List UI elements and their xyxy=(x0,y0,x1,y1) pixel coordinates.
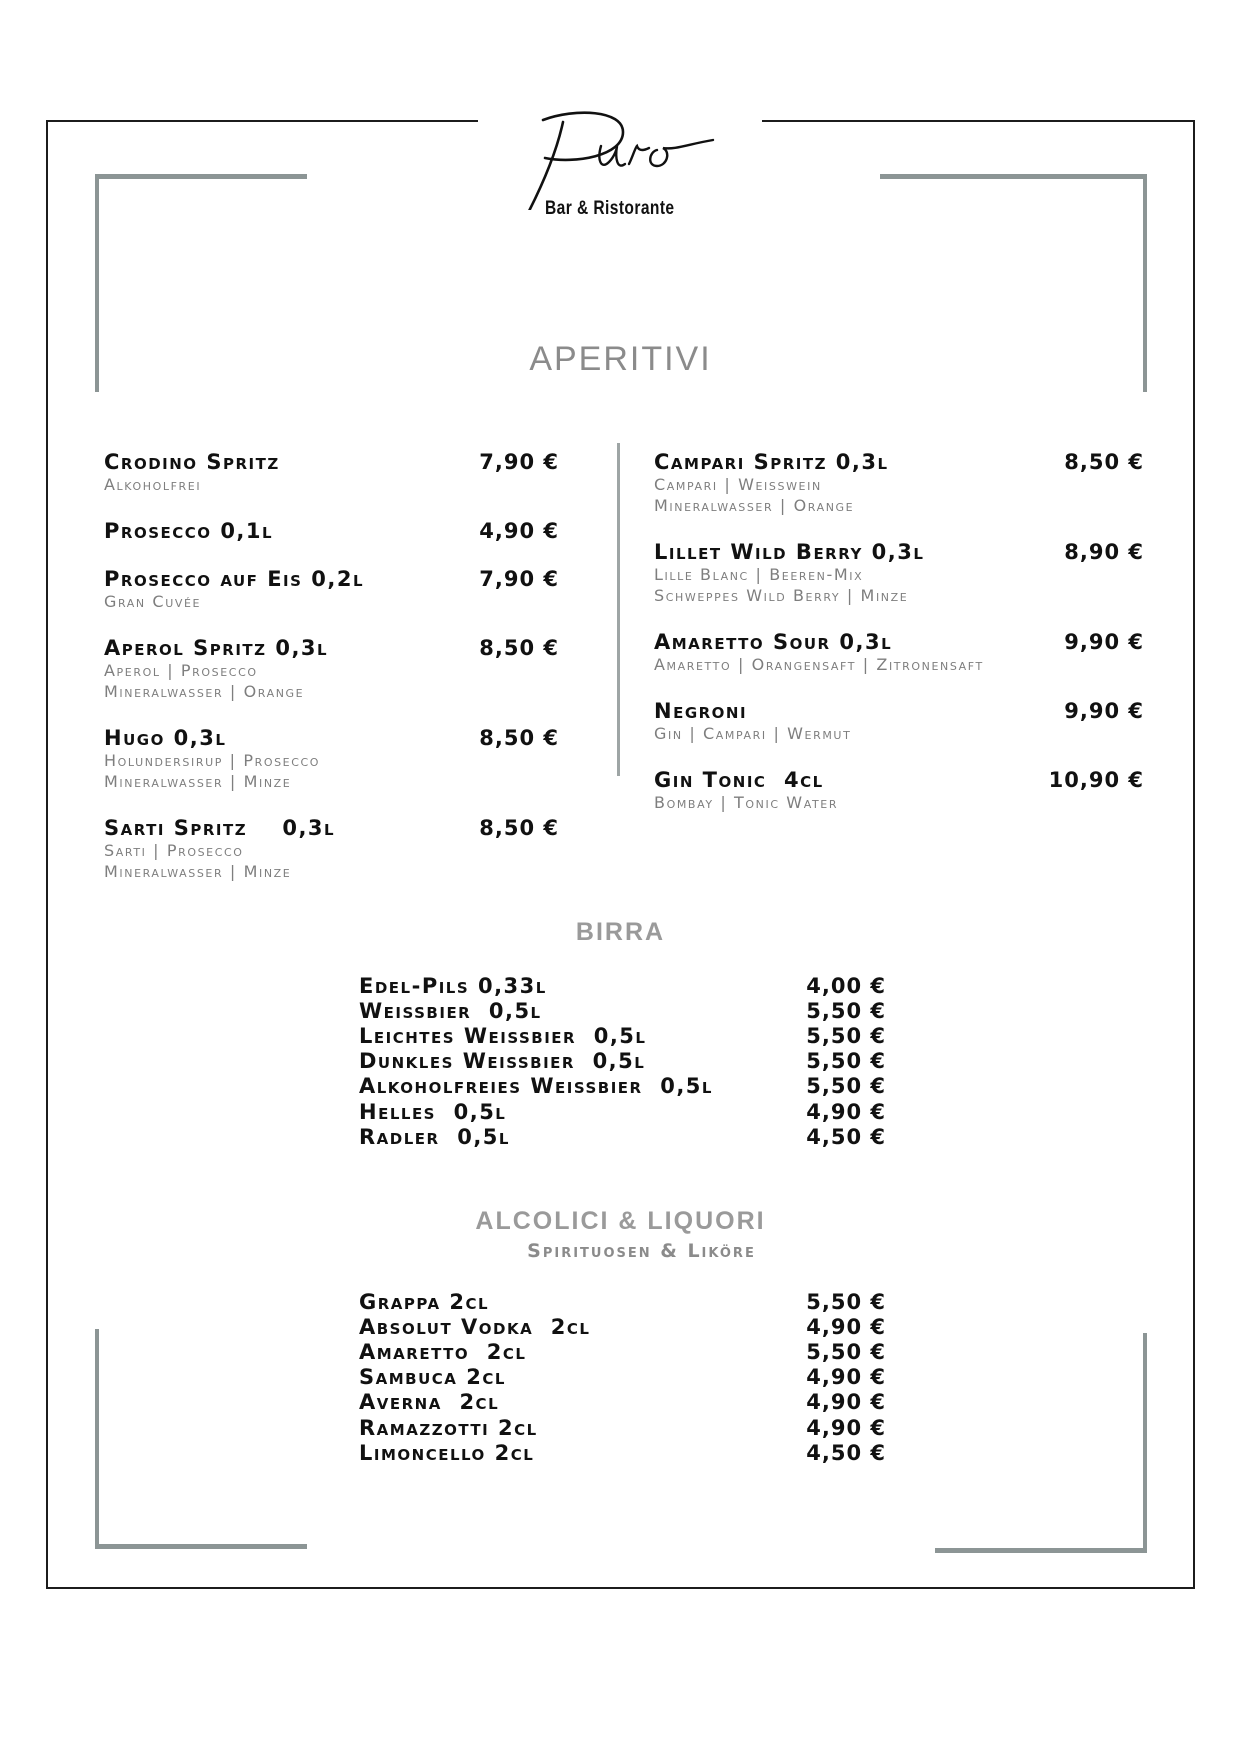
price-list-row xyxy=(359,1049,886,1074)
menu-item-header xyxy=(104,636,559,660)
price-list-item-name: Averna 2cl xyxy=(359,1390,500,1415)
price-list-item-price: 5,50 € xyxy=(806,1339,886,1364)
aperitivi-right-column xyxy=(654,450,1144,837)
menu-item-description: Lille Blanc | Beeren-Mix xyxy=(654,565,864,584)
menu-item-description: Mineralwasser | Minze xyxy=(104,862,292,881)
price-list-item-name: Weissbier 0,5l xyxy=(359,998,542,1023)
menu-item xyxy=(104,450,559,495)
price-list-row xyxy=(359,1289,886,1314)
price-list-item-price: 4,50 € xyxy=(806,1124,886,1149)
menu-item-header xyxy=(654,768,1144,792)
menu-item-name: Negroni xyxy=(654,699,748,723)
price-list-item-price: 4,90 € xyxy=(806,1099,886,1124)
menu-item-name: Lillet Wild Berry 0,3l xyxy=(654,540,925,564)
price-list-item-name: Helles 0,5l xyxy=(359,1099,507,1124)
section-subtitle-alcolici: Spirituosen & Liköre xyxy=(527,1240,756,1262)
menu-item xyxy=(654,768,1144,813)
price-list-item-name: Ramazzotti 2cl xyxy=(359,1415,538,1440)
menu-item-header xyxy=(654,540,1144,564)
menu-item-name: Crodino Spritz xyxy=(104,450,280,474)
price-list-item-price: 4,90 € xyxy=(806,1415,886,1440)
corner-ornament-bottom-right xyxy=(935,1333,1147,1553)
price-list-item-name: Amaretto 2cl xyxy=(359,1339,527,1364)
menu-item-description: Holundersirup | Prosecco xyxy=(104,751,321,770)
menu-item-header xyxy=(654,630,1144,654)
menu-item-description: Mineralwasser | Minze xyxy=(104,772,292,791)
menu-item-header xyxy=(104,567,559,591)
menu-item-price: 8,50 € xyxy=(479,636,559,660)
price-list-item-name: Leichtes Weissbier 0,5l xyxy=(359,1023,647,1048)
price-list-row xyxy=(359,1415,886,1440)
menu-item-header xyxy=(104,816,559,840)
menu-item-name: Prosecco auf Eis 0,2l xyxy=(104,567,365,591)
price-list-item-price: 4,00 € xyxy=(806,973,886,998)
menu-item-header xyxy=(654,450,1144,474)
price-list-row xyxy=(359,1099,886,1124)
price-list-item-price: 4,50 € xyxy=(806,1440,886,1465)
menu-item xyxy=(654,630,1144,675)
menu-item xyxy=(104,567,559,612)
menu-item-header xyxy=(104,450,559,474)
price-list-item-price: 5,50 € xyxy=(806,998,886,1023)
menu-item-name: Gin Tonic 4cl xyxy=(654,768,824,792)
column-divider xyxy=(617,443,620,776)
price-list-row xyxy=(359,1390,886,1415)
price-list-row xyxy=(359,998,886,1023)
section-title-aperitivi: APERITIVI xyxy=(529,340,712,378)
price-list-item-price: 4,90 € xyxy=(806,1314,886,1339)
menu-item-name: Hugo 0,3l xyxy=(104,726,227,750)
menu-item-header xyxy=(104,726,559,750)
corner-ornament-bottom-left xyxy=(95,1329,307,1549)
price-list-item-price: 5,50 € xyxy=(806,1074,886,1099)
price-list-item-name: Edel-Pils 0,33l xyxy=(359,973,547,998)
menu-item-description: Mineralwasser | Orange xyxy=(104,682,305,701)
menu-item xyxy=(654,540,1144,606)
logo-subtitle: Bar & Ristorante xyxy=(545,198,675,219)
price-list-item-price: 4,90 € xyxy=(806,1365,886,1390)
menu-item-description: Mineralwasser | Orange xyxy=(654,496,855,515)
menu-item-description: Sarti | Prosecco xyxy=(104,841,244,860)
menu-item-price: 9,90 € xyxy=(1064,699,1144,723)
menu-item-price: 7,90 € xyxy=(479,450,559,474)
menu-item-description: Gran Cuvée xyxy=(104,592,202,611)
menu-item xyxy=(654,450,1144,516)
menu-item-description: Gin | Campari | Wermut xyxy=(654,724,852,743)
price-list-row xyxy=(359,1339,886,1364)
price-list-item-name: Absolut Vodka 2cl xyxy=(359,1314,591,1339)
menu-item-name: Sarti Spritz 0,3l xyxy=(104,816,336,840)
price-list-item-price: 5,50 € xyxy=(806,1023,886,1048)
price-list-item-name: Alkoholfreies Weissbier 0,5l xyxy=(359,1074,713,1099)
logo-script-puro xyxy=(505,100,745,210)
menu-item-price: 8,50 € xyxy=(1064,450,1144,474)
price-list-item-name: Dunkles Weissbier 0,5l xyxy=(359,1049,646,1074)
menu-item xyxy=(104,726,559,792)
section-title-alcolici: ALCOLICI & LIQUORI xyxy=(475,1207,766,1235)
price-list-row xyxy=(359,973,886,998)
menu-item-description: Aperol | Prosecco xyxy=(104,661,258,680)
menu-item-description: Amaretto | Orangensaft | Zitronensaft xyxy=(654,655,984,674)
price-list-item-price: 5,50 € xyxy=(806,1289,886,1314)
menu-item-description: Schweppes Wild Berry | Minze xyxy=(654,586,909,605)
price-list-row xyxy=(359,1023,886,1048)
price-list-row xyxy=(359,1314,886,1339)
menu-item-description: Alkoholfrei xyxy=(104,475,202,494)
menu-item-name: Amaretto Sour 0,3l xyxy=(654,630,893,654)
price-list-item-name: Radler 0,5l xyxy=(359,1124,510,1149)
menu-item-description: Bombay | Tonic Water xyxy=(654,793,839,812)
price-list-item-price: 4,90 € xyxy=(806,1390,886,1415)
menu-item xyxy=(104,636,559,702)
price-list-row xyxy=(359,1365,886,1390)
price-list-item-name: Limoncello 2cl xyxy=(359,1440,535,1465)
menu-item-price: 10,90 € xyxy=(1048,768,1144,792)
menu-item-name: Prosecco 0,1l xyxy=(104,519,274,543)
price-list-row xyxy=(359,1124,886,1149)
price-list-row xyxy=(359,1440,886,1465)
price-list-row xyxy=(359,1074,886,1099)
birra-list xyxy=(359,973,886,1149)
menu-item-name: Campari Spritz 0,3l xyxy=(654,450,889,474)
menu-item xyxy=(654,699,1144,744)
menu-item-header xyxy=(654,699,1144,723)
price-list-item-name: Sambuca 2cl xyxy=(359,1365,506,1390)
menu-item-price: 8,50 € xyxy=(479,726,559,750)
price-list-item-price: 5,50 € xyxy=(806,1049,886,1074)
section-title-birra: BIRRA xyxy=(575,918,666,946)
menu-item xyxy=(104,816,559,882)
menu-item-name: Aperol Spritz 0,3l xyxy=(104,636,329,660)
menu-item-header xyxy=(104,519,559,543)
menu-item-price: 8,50 € xyxy=(479,816,559,840)
logo xyxy=(505,100,745,230)
alcolici-list xyxy=(359,1289,886,1465)
menu-item-price: 8,90 € xyxy=(1064,540,1144,564)
aperitivi-left-column xyxy=(104,450,559,906)
price-list-item-name: Grappa 2cl xyxy=(359,1289,490,1314)
menu-item-price: 7,90 € xyxy=(479,567,559,591)
menu-item-price: 9,90 € xyxy=(1064,630,1144,654)
menu-item-description: Campari | Weisswein xyxy=(654,475,822,494)
menu-item-price: 4,90 € xyxy=(479,519,559,543)
menu-item xyxy=(104,519,559,543)
